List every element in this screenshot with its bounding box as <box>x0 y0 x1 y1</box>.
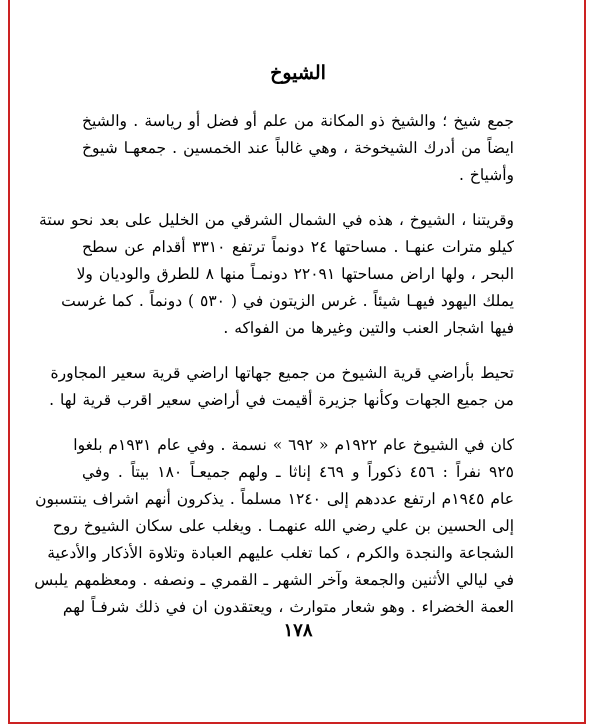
text-line: تحيط بأراضي قرية الشيوخ من جميع جهاتها اراضي قرية سعير المجاورة <box>50 364 514 382</box>
text-line: البحر ، ولها اراض مساحتها ٢٢٠٩١ دونمـاً منها ٨ للطرق والوديان ولا <box>76 265 514 283</box>
page-number: ١٧٨ <box>283 620 313 641</box>
paragraph-2 <box>39 207 515 342</box>
document-page <box>34 60 515 639</box>
text-line: فيها اشجار العنب والتين وغيرها من الفواكه . <box>223 319 514 337</box>
text-line: كان في الشيوخ عام ١٩٢٢م « ٦٩٢ » نسمة . وفي عام ١٩٣١م بلغوا <box>73 436 514 454</box>
text-line: كيلو مترات عنهـا . مساحتها ٢٤ دونماً ترتفع ٣٣١٠ أقدام عن سطح <box>82 238 515 256</box>
text-line: ٩٢٥ نفراً : ٤٥٦ ذكوراً و ٤٦٩ إناثا ـ ولهم جميعـاً ١٨٠ بيتاً . وفي <box>82 463 514 481</box>
page-title: الشيوخ <box>270 62 326 84</box>
paragraph-1 <box>82 108 514 189</box>
text-line: إلى الحسين بن علي رضي الله عنهمـا . ويغلب على سكان الشيوخ روح <box>52 517 514 535</box>
text-line: جمع شيخ ؛ والشيخ ذو المكانة من علم أو فضل أو رياسة . والشيخ <box>82 112 514 130</box>
text-line: يملك اليهود فيهـا شيئاً . غرس الزيتون في ( ٥٣٠ ) دونماً . كما غرست <box>61 292 514 310</box>
paragraph-3 <box>49 360 514 414</box>
text-line: في ليالي الأثنين والجمعة وآخر الشهر ـ القمري ـ ونصفه . ومعظمهم يلبس <box>34 571 514 589</box>
text-line: ايضاً من أدرك الشيخوخة ، وهي غالباً عند الخمسين . جمعهـا شيوخ <box>82 139 514 157</box>
text-line: وأشياخ . <box>458 166 514 184</box>
text-line: الشجاعة والنجدة والكرم ، كما تغلب عليهم العبادة وتلاوة الأذكار والأدعية <box>47 544 514 562</box>
text-line: العمة الخضراء . وهو شعار متوارث ، ويعتقدون ان في ذلك شرفـاً لهم <box>62 598 514 616</box>
paragraph-4 <box>34 432 514 621</box>
text-line: عام ١٩٤٥م ارتفع عددهم إلى ١٢٤٠ مسلماً . يذكرون أنهم اشراف ينتسبون <box>35 490 514 508</box>
text-line: وقريتنا ، الشيوخ ، هذه في الشمال الشرقي من الخليل على بعد نحو ستة <box>39 211 514 229</box>
text-line: من جميع الجهات وكأنها جزيرة أقيمت في أراضي سعير اقرب قرية لها . <box>49 391 514 409</box>
